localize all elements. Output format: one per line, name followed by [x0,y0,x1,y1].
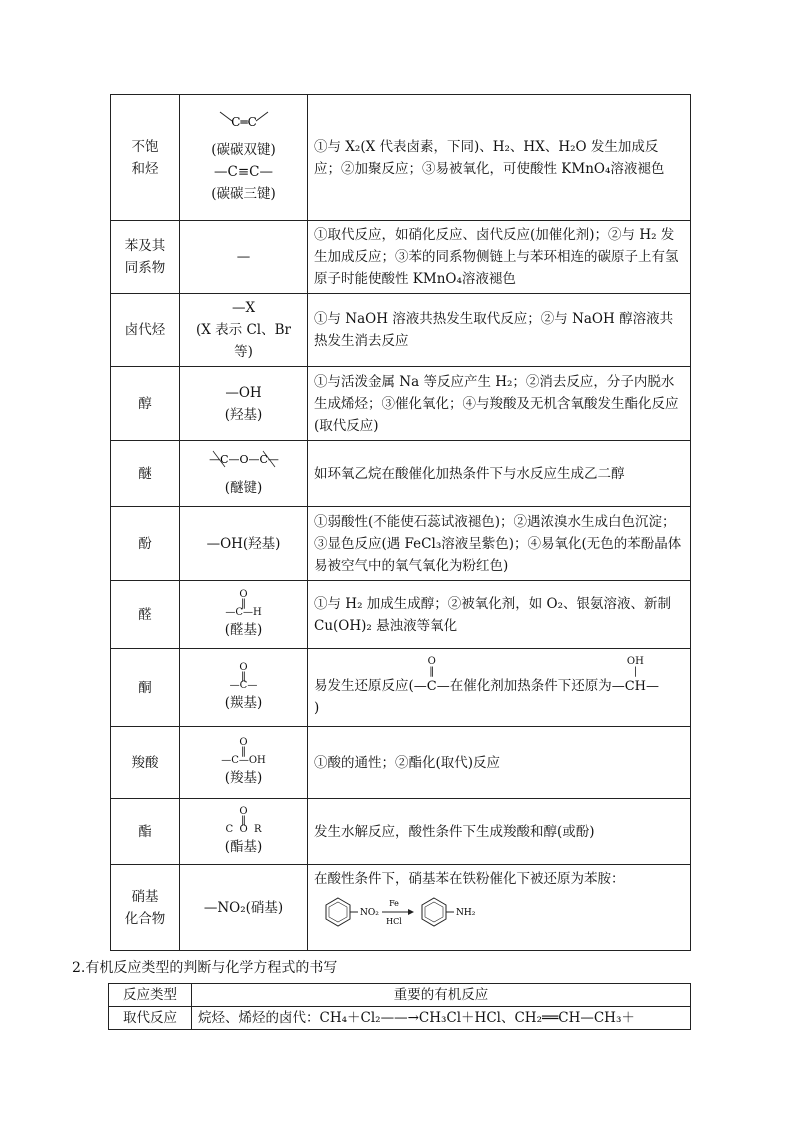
class-name-cell [111,507,180,581]
double-bond-mark: ‖ [241,597,246,609]
inline-formula: —CH— [611,678,660,694]
section-heading: 2.有机反应类型的判断与化学方程式的书写 [72,960,338,976]
benzene-ring-inner-left [329,902,347,922]
group-formula: —C—OH [221,754,266,766]
desc-text: 在催化剂加热条件下还原为 [449,677,612,694]
table-row [111,865,691,951]
double-bond-text: C═C [230,115,257,129]
carbonyl-oxygen: O [239,736,248,748]
class-name: 苯及其 同系物 [124,238,166,276]
reagent-top: Fe [389,899,399,908]
property-description: ①取代反应，如硝化反应、卤代反应(加催化剂)；②与 H₂ 发生加成反应；③苯的同系物侧链上与苯环相连的碳原子上有氢原子时能使酸性 KMnO₄溶液褪色 [308,221,691,294]
group-cell [180,95,308,221]
nitrobenzene-reduction-diagram [314,890,484,940]
group-label: (醚键) [224,480,263,496]
benzene-ring-inner-right [425,902,443,922]
inline-formula: —C— [413,678,450,694]
class-name-cell [111,865,180,951]
group-label: (羧基) [224,769,263,786]
desc-text: ) [314,699,320,716]
column-header: 反应类型 [109,984,192,1007]
double-bond-mark: ‖ [241,745,246,757]
reaction-type: 取代反应 [109,1007,192,1030]
arrow-head [408,909,414,915]
property-description: 发生水解反应，酸性条件下生成羧酸和醇(或酚) [308,799,691,865]
table-row [111,649,691,727]
carbonyl-oxygen: O [239,805,248,817]
class-name-cell [111,221,180,294]
table-row [111,294,691,367]
class-name-cell [111,727,180,799]
table-row [111,367,691,441]
group-cell [180,367,308,441]
column-header: 重要的有机反应 [192,984,691,1007]
group-cell [180,294,308,367]
class-name-cell [111,367,180,441]
class-name: 醚 [138,465,152,482]
group-label: (醛基) [224,621,263,638]
desc-text: 易发生还原反应( [314,677,414,694]
class-name-cell [111,294,180,367]
property-description: ①与 X₂(X 代表卤素，下同)、H₂、HX、H₂O 发生加成反应；②加聚反应；③易被氧化，可使酸性 KMnO₄溶液褪色 [308,95,691,221]
group-formula: C O R [225,823,262,835]
group-label: (羟基) [224,406,263,423]
carbonyl-oxygen: O [427,655,436,667]
class-name: 酯 [138,823,152,840]
class-name-cell [111,581,180,649]
table-row [111,95,691,221]
group-cell [180,441,308,507]
reaction-type-table [108,983,691,1030]
group-formula: —C—H [225,606,262,618]
table-header-row [109,984,691,1007]
property-description: ①弱酸性(不能使石蕊试液褪色)；②遇浓溴水生成白色沉淀；③显色反应(遇 FeCl₃溶液呈紫色)；④易氧化(无色的苯酚晶体易被空气中的氧气氧化为粉红色) [308,507,691,581]
group-cell [180,649,308,727]
group-cell [180,799,308,865]
table-row [111,507,691,581]
table-row [111,581,691,649]
group-label: (碳碳三键) [211,186,276,202]
class-name-cell [111,799,180,865]
group-formula: —OH [225,384,262,401]
table-row [111,727,691,799]
table-row [111,441,691,507]
class-name: 醛 [138,606,152,623]
group-label: (羰基) [224,694,263,711]
double-bond-mark: ‖ [241,670,246,682]
ether-bond-structure [199,448,289,470]
class-name: 硝基 化合物 [124,888,166,927]
class-name: 羧酸 [131,754,159,771]
group-formula: —C— [229,679,258,691]
class-name: 醇 [138,395,152,412]
class-name: 不饱 和烃 [131,138,159,177]
class-name-cell [111,441,180,507]
class-name-cell [111,95,180,221]
table-row [111,799,691,865]
group-cell [180,727,308,799]
inline-hydroxyl: OH | —CH— [612,657,659,697]
class-name: 卤代烃 [124,322,166,338]
group-cell [180,581,308,649]
reagent-bottom: HCl [386,917,402,926]
group-cell: —OH(羟基) [180,507,308,581]
table-row [109,1007,691,1030]
property-description: ①与 H₂ 加成生成醇；②被氧化剂，如 O₂、银氨溶液、新制 Cu(OH)₂ 悬浊液等氧化 [308,581,691,649]
property-description: ①与活泼金属 Na 等反应产生 H₂；②消去反应，分子内脱水生成烯烃；③催化氧化；④与羧酸及无机含氧酸发生酯化反应(取代反应) [308,367,691,441]
class-name-cell [111,649,180,727]
reaction-example: 烷烃、烯烃的卤代：CH₄＋Cl₂——→CH₃Cl＋HCl、CH₂══CH—CH₃＋ [192,1007,691,1030]
property-description [308,865,691,951]
property-description: ①酸的通性；②酯化(取代)反应 [308,727,691,799]
inline-carbonyl: O ‖ —C— [414,657,450,697]
group-formula: —X [231,300,256,316]
class-name: 酚 [138,535,152,552]
group-label: (X 表示 Cl、Br 等) [196,322,291,360]
amino-label: NH₂ [456,908,476,918]
group-label: (碳碳双键) [211,142,276,158]
functional-group-table [110,94,691,951]
group-formula: —C≡C— [214,164,273,180]
nitro-label: NO₂ [360,908,379,918]
property-description [308,649,691,727]
table-row [111,221,691,294]
group-cell: — [180,221,308,294]
group-label: (酯基) [224,838,263,855]
desc-text: 在酸性条件下，硝基苯在铁粉催化下被还原为苯胺： [314,871,625,887]
carbonyl-oxygen: O [239,661,248,673]
class-name: 酮 [138,679,152,696]
ether-bond-text: —C—O—C— [208,453,279,466]
double-bond-mark: ‖ [241,814,246,826]
hydroxyl-label: OH [626,655,644,667]
property-description: 如环氧乙烷在酸催化加热条件下与水反应生成乙二醇 [308,441,691,507]
property-description: ①与 NaOH 溶液共热发生取代反应；②与 NaOH 醇溶液共热发生消去反应 [308,294,691,367]
group-cell: —NO₂(硝基) [180,865,308,951]
double-bond-structure [214,110,274,132]
carbonyl-oxygen: O [239,588,248,600]
